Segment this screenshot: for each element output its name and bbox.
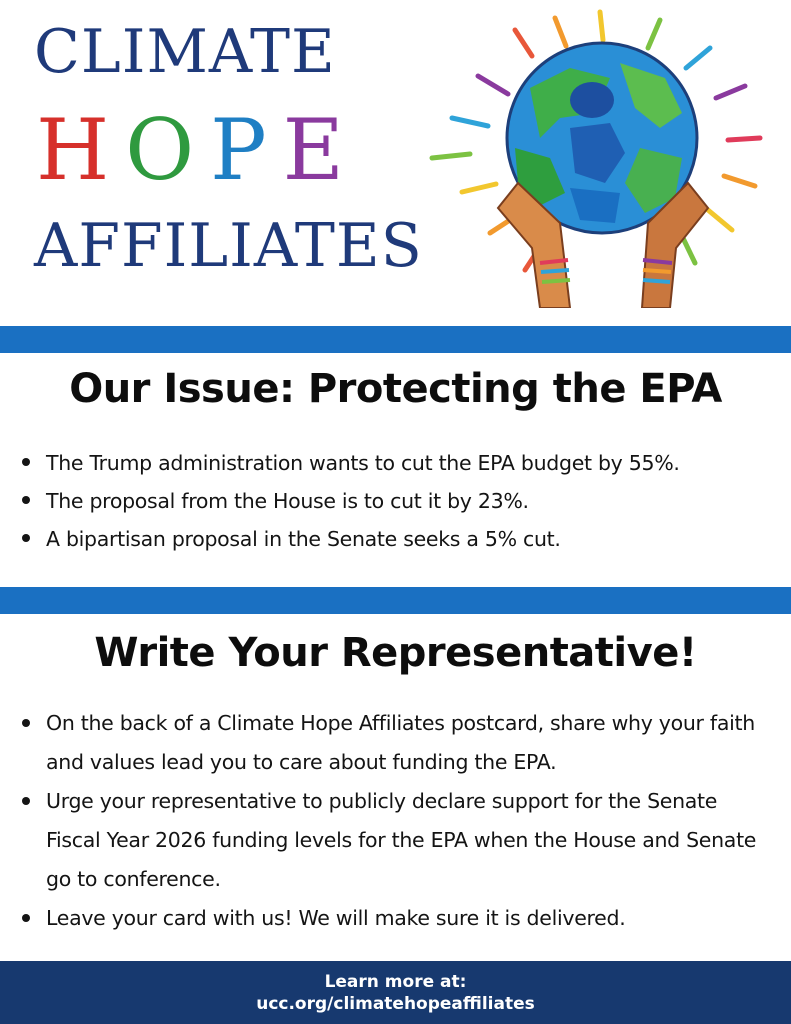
list-item: The proposal from the House is to cut it by 23%.: [20, 482, 785, 520]
logo-word-hope: [36, 101, 360, 199]
list-item: On the back of a Climate Hope Affiliates postcard, share why your faith and values lead you to care about funding the EPA.: [20, 704, 770, 782]
list-item: Leave your card with us! We will make sure it is delivered.: [20, 899, 770, 938]
section-heading-issue: Our Issue: Protecting the EPA: [69, 366, 722, 412]
logo-word-climate: CLIMATE: [34, 17, 336, 87]
header: [0, 0, 791, 326]
logo-letter-h: H: [36, 101, 126, 199]
logo-word-affiliates: AFFILIATES: [34, 211, 423, 281]
footer-url-link[interactable]: ucc.org/climatehopeaffiliates: [256, 994, 535, 1014]
footer-label: Learn more at:: [324, 972, 467, 992]
section-heading-write: Write Your Representative!: [94, 630, 697, 676]
list-item: Urge your representative to publicly declare support for the Senate Fiscal Year 2026 funding levels for the EPA when the House and Senate go to conference.: [20, 782, 770, 899]
logo-letter-e: E: [282, 101, 360, 199]
issue-bullet-list: [20, 444, 785, 558]
logo-letter-p: P: [210, 101, 283, 199]
logo-letter-o: O: [125, 101, 211, 199]
action-bullet-list: [20, 704, 770, 938]
hands-holding-earth-illustration: [420, 8, 780, 308]
divider-band-top: [0, 326, 791, 353]
footer: [0, 961, 791, 1024]
divider-band-middle: [0, 587, 791, 614]
list-item: The Trump administration wants to cut the EPA budget by 55%.: [20, 444, 785, 482]
list-item: A bipartisan proposal in the Senate seeks a 5% cut.: [20, 520, 785, 558]
